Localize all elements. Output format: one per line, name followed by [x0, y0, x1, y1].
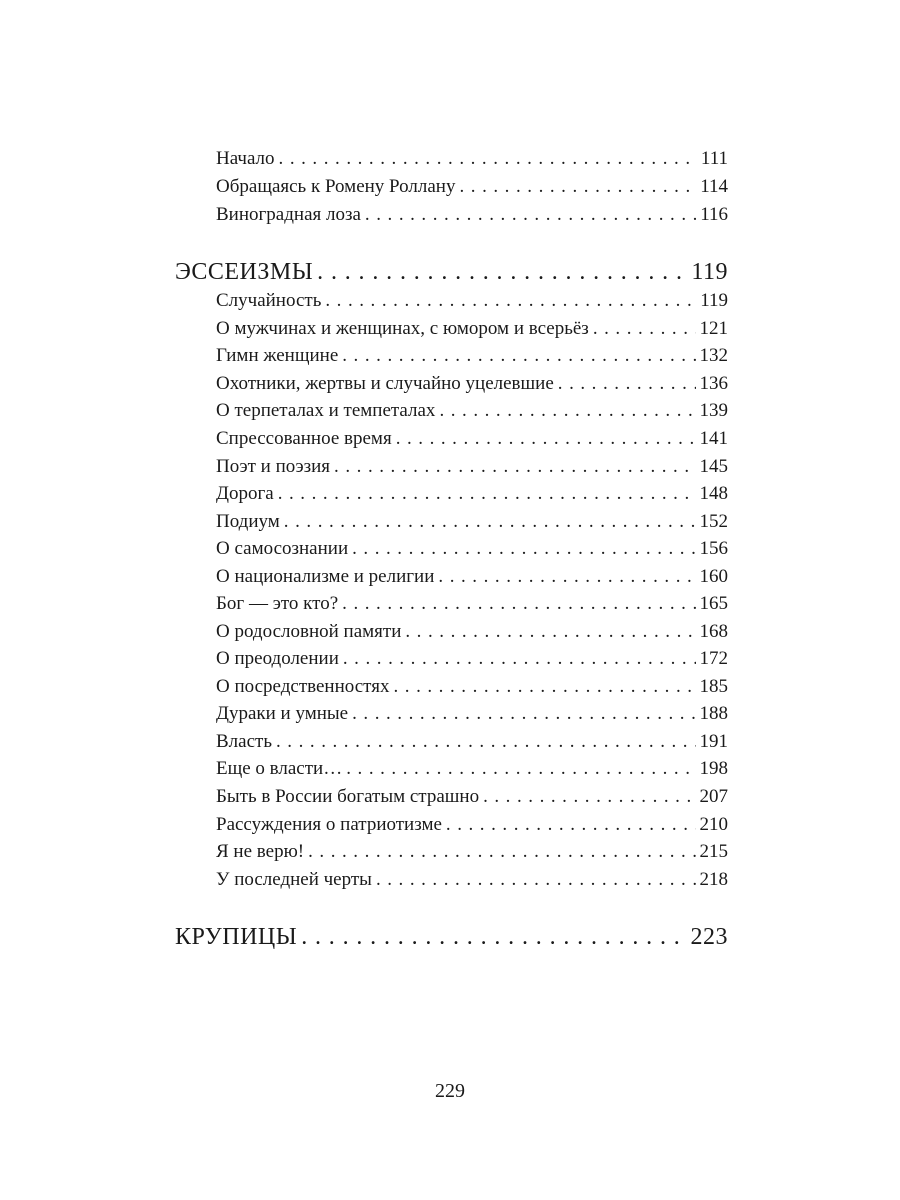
toc-entry-title: Рассуждения о патриотизме [216, 814, 442, 835]
dot-leader [334, 453, 695, 472]
toc-entry [216, 425, 728, 452]
page-number: 229 [435, 1080, 465, 1102]
toc-entry-title: Власть [216, 731, 272, 752]
toc-entry-page: 207 [699, 786, 728, 807]
toc-entry-page: 198 [699, 758, 728, 779]
toc-entry [216, 866, 728, 893]
dot-leader [483, 783, 695, 802]
dot-leader [308, 838, 695, 857]
dot-leader [365, 201, 696, 220]
toc-entry [216, 370, 728, 397]
toc-entry-page: 139 [699, 400, 728, 421]
toc-entry [216, 397, 728, 424]
toc-entry-page: 148 [699, 483, 728, 504]
toc-entry-page: 152 [699, 511, 728, 532]
toc-section-title: ЭССЕИЗМЫ [175, 259, 314, 285]
toc-entry-page: 136 [699, 373, 728, 394]
toc-entry [216, 201, 728, 228]
toc-entry-page: 191 [699, 731, 728, 752]
toc-entry-title: Виноградная лоза [216, 204, 361, 225]
dot-leader [301, 920, 686, 944]
toc-entry-title: Охотники, жертвы и случайно уцелевшие [216, 373, 554, 394]
toc-entry-title: Я не верю! [216, 841, 305, 862]
dot-leader [459, 173, 696, 192]
dot-leader [593, 315, 696, 334]
toc-entry-title: У последней черты [216, 869, 372, 890]
toc-section-page: 223 [690, 924, 728, 950]
toc-entry [216, 480, 728, 507]
dot-leader [325, 287, 696, 306]
toc-entry [216, 342, 728, 369]
toc-entry [216, 508, 728, 535]
toc-section-krupitsy [175, 920, 728, 954]
toc-entry [216, 755, 728, 782]
toc-section-page: 119 [691, 259, 728, 285]
toc-entry-page: 218 [699, 869, 728, 890]
toc-entry-title: Поэт и поэзия [216, 456, 331, 477]
dot-leader [393, 673, 695, 692]
toc-entry-page: 215 [699, 841, 728, 862]
toc-entry-title: О родословной памяти [216, 621, 402, 642]
toc-entry-page: 210 [699, 814, 728, 835]
toc-entry-title: О самосознании [216, 538, 349, 559]
toc-entry-page: 132 [699, 345, 728, 366]
toc-entry [216, 145, 728, 172]
toc-entry [216, 287, 728, 314]
toc-entry-page: 145 [699, 456, 728, 477]
toc-entry-title: Обращаясь к Ромену Роллану [216, 176, 456, 197]
toc-entry-page: 160 [699, 566, 728, 587]
dot-leader [317, 255, 687, 279]
toc-entry-page: 165 [699, 593, 728, 614]
dot-leader [278, 480, 696, 499]
dot-leader [558, 370, 696, 389]
toc-entry-page: 141 [699, 428, 728, 449]
toc-entry-title: Случайность [216, 290, 322, 311]
toc-entry [216, 453, 728, 480]
dot-leader [352, 535, 695, 554]
toc-entry-title: Быть в России богатым страшно [216, 786, 480, 807]
toc-entry [216, 673, 728, 700]
toc-entry [216, 563, 728, 590]
toc-section-esseizmy [175, 255, 728, 289]
toc-entry-title: О преодолении [216, 648, 339, 669]
dot-leader [276, 728, 696, 747]
toc-entry-title: Дураки и умные [216, 703, 349, 724]
dot-leader [346, 755, 695, 774]
dot-leader [342, 590, 695, 609]
dot-leader [396, 425, 696, 444]
dot-leader [342, 342, 695, 361]
dot-leader [376, 866, 696, 885]
toc-entry-title: Еще о власти… [216, 758, 343, 779]
toc-entry-title: О национализме и религии [216, 566, 435, 587]
toc-entry-page: 116 [700, 204, 728, 225]
dot-leader [438, 563, 695, 582]
toc-entry [216, 618, 728, 645]
toc-entry [216, 535, 728, 562]
dot-leader [439, 397, 695, 416]
toc-entry-title: Гимн женщине [216, 345, 339, 366]
toc-entry [216, 700, 728, 727]
toc-entry-page: 114 [700, 176, 728, 197]
dot-leader [343, 645, 696, 664]
toc-entry [216, 838, 728, 865]
dot-leader [446, 811, 696, 830]
toc-entry [216, 783, 728, 810]
dot-leader [284, 508, 696, 527]
toc-entry [216, 645, 728, 672]
toc-entry-title: О терпеталах и темпеталах [216, 400, 436, 421]
toc-entry-page: 172 [699, 648, 728, 669]
toc-entry-page: 111 [700, 148, 728, 169]
toc-entry-page: 185 [699, 676, 728, 697]
toc-entry [216, 590, 728, 617]
toc-entry [216, 811, 728, 838]
dot-leader [352, 700, 695, 719]
toc-entry-title: О мужчинах и женщинах, с юмором и всерьёз [216, 318, 589, 339]
toc-entry-title: Спрессованное время [216, 428, 392, 449]
toc-entry-page: 119 [700, 290, 728, 311]
dot-leader [279, 145, 697, 164]
toc-entry-page: 168 [699, 621, 728, 642]
toc-entry-title: Бог — это кто? [216, 593, 339, 614]
toc-entry-title: Начало [216, 148, 275, 169]
toc-entry-page: 188 [699, 703, 728, 724]
toc-entry [216, 728, 728, 755]
toc-entry [216, 315, 728, 342]
toc-entry-title: О посредственностях [216, 676, 390, 697]
toc-entry-title: Дорога [216, 483, 274, 504]
toc-entry [216, 173, 728, 200]
toc-entry-page: 156 [699, 538, 728, 559]
toc-section-title: КРУПИЦЫ [175, 924, 298, 950]
toc-entry-title: Подиум [216, 511, 280, 532]
dot-leader [405, 618, 695, 637]
toc-entry-page: 121 [699, 318, 728, 339]
